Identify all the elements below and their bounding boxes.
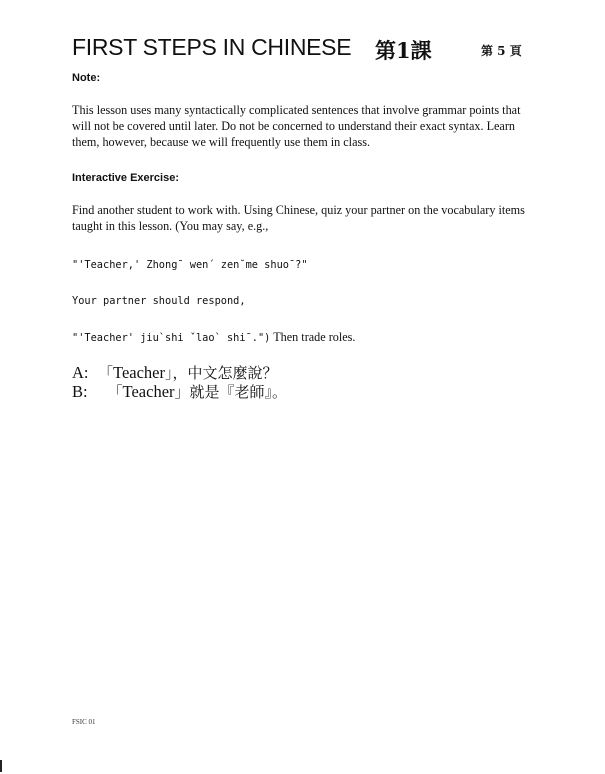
scan-edge-mark [0, 760, 2, 772]
dialog-speech [98, 364, 278, 382]
footer-code: FSIC 01 [72, 718, 96, 726]
open-quote: 「 [98, 383, 123, 401]
note-heading: Note: [72, 72, 101, 84]
trade-roles-text: Then trade roles. [270, 330, 356, 344]
respond-line: Your partner should respond, [72, 295, 246, 307]
dialog-speech [98, 383, 287, 401]
page-number: 第 5 頁 [481, 44, 522, 58]
lesson-number: 第1課 [375, 38, 432, 63]
chinese-text: 」，中文怎麼說？ [164, 364, 278, 382]
example-question: "'Teacher,' Zhong¯ wen´ zen˘me shuo¯?" [72, 259, 308, 271]
exercise-heading: Interactive Exercise: [72, 172, 180, 184]
dialog-line-a [72, 362, 278, 383]
dialog-speaker: B: [72, 382, 88, 401]
open-quote: 「 [98, 364, 114, 382]
dialog-speaker: A: [72, 363, 89, 382]
note-paragraph: This lesson uses many syntactically complicated sentences that involve grammar points that will not be covered until later. Do not be concerned to understand their exact syntax. Learn them, however, because we will frequently use them in class. [72, 103, 521, 149]
english-word: Teacher [122, 382, 175, 401]
chinese-text: 」就是『老師』。 [174, 383, 288, 401]
exercise-instructions: Find another student to work with. Using Chinese, quiz your partner on the vocabulary items taught in this lesson. (You may say, e.g., [72, 203, 525, 233]
page-title: FIRST STEPS IN CHINESE [72, 34, 352, 60]
dialog-line-b [72, 381, 287, 402]
example-answer-line [72, 330, 355, 345]
example-answer: "'Teacher' jiu`shi ˇlao` shi¯.") [72, 332, 271, 344]
english-word: Teacher [113, 363, 165, 382]
